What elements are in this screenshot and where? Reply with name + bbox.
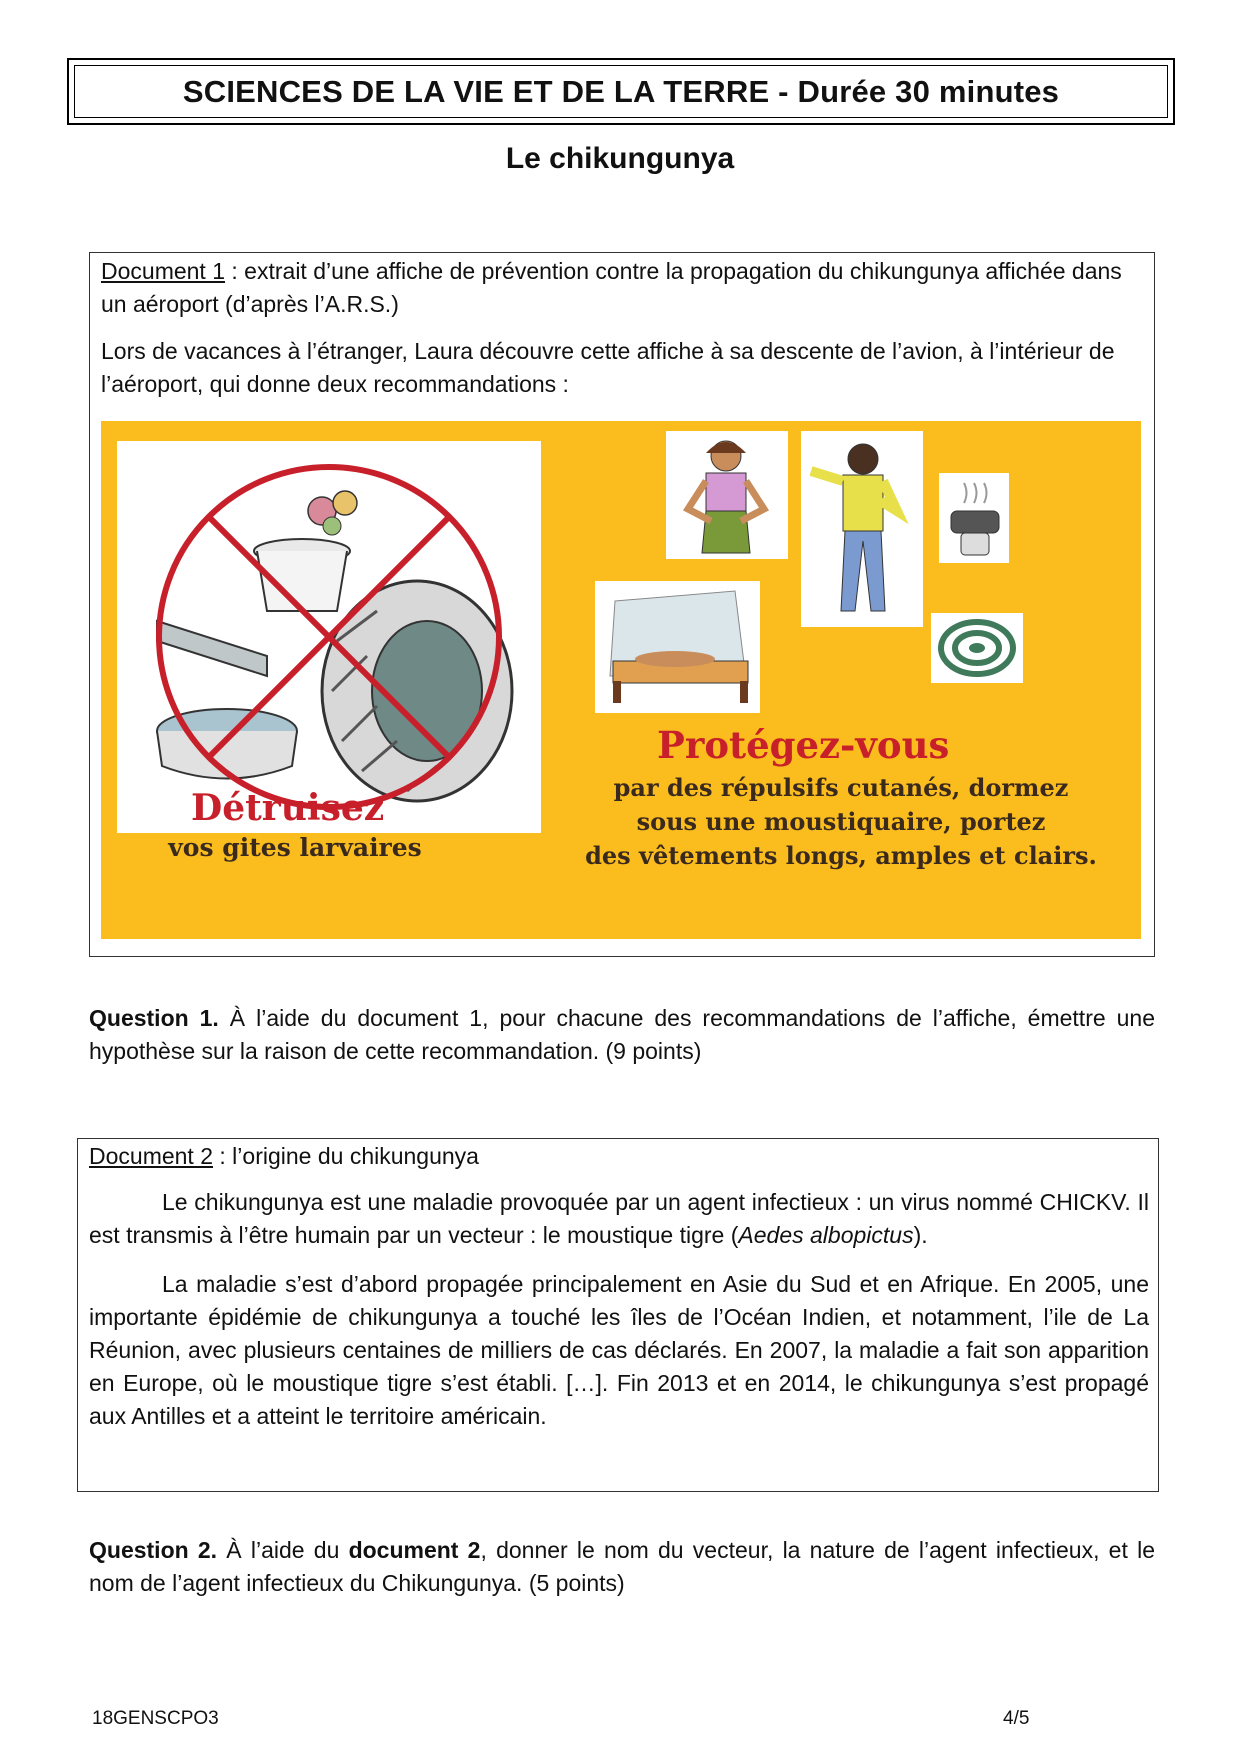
breeding-sites-panel xyxy=(117,441,541,833)
document-1-caption-text: : extrait d’une affiche de prévention contre la propagation du chikungunya affichée dans un aéroport (d’après l’A.R.S.) xyxy=(101,258,1122,317)
document-1-intro: Lors de vacances à l’étranger, Laura découvre cette affiche à sa descente de l’avion, à l’intérieur de l’aéroport, qui donne deux recommandations : xyxy=(101,338,1115,397)
question-2-text-c: , donner le nom du vecteur, la nature de l’agent infectieux, et le nom de l’agent infectieux du Chikungunya. (5 points) xyxy=(89,1537,1155,1596)
header-frame xyxy=(67,58,1175,125)
document-1-caption xyxy=(101,255,1143,321)
man-long-clothes-illustration xyxy=(801,431,923,627)
document-2-label: Document 2 xyxy=(89,1143,214,1169)
prevention-poster xyxy=(101,421,1141,939)
document-2-paragraph-1 xyxy=(89,1186,1149,1252)
document-2-caption-text: : l’origine du chikungunya xyxy=(213,1143,479,1169)
question-1-text: À l’aide du document 1, pour chacune des recommandations de l’affiche, émettre une hypothèse sur la raison de cette recommandation. (9 points) xyxy=(89,1005,1155,1064)
poster-destroy-title: Détruisez xyxy=(191,787,385,829)
question-2 xyxy=(89,1534,1155,1600)
header-title: SCIENCES DE LA VIE ET DE LA TERRE - Durée 30 minutes xyxy=(74,65,1168,118)
poster-destroy-subtitle: vos gites larvaires xyxy=(168,833,422,862)
question-2-bold-reference: document 2 xyxy=(348,1537,481,1563)
document-2-box xyxy=(77,1138,1159,1492)
document-2-paragraph-2: La maladie s’est d’abord propagée principalement en Asie du Sud et en Afrique. En 2005, une importante épidémie de chikungunya a touché les îles de l’Océan Indien, et notamment, l’ile de La Réunion, avec plusieurs centaines de milliers de cas déclarés. En 2007, la maladie a fait son apparition en Europe, où le moustique tigre s’est établi. […]. Fin 2013 et en 2014, le chikungunya s’est propagé aux Antilles et a atteint le territoire américain. xyxy=(89,1271,1149,1429)
document-2-species-name: Aedes albopictus xyxy=(738,1222,914,1248)
question-1-label: Question 1. xyxy=(89,1005,219,1031)
mosquito-coil-illustration xyxy=(931,613,1023,683)
document-1-box xyxy=(89,252,1155,957)
mosquito-net-illustration xyxy=(595,581,760,713)
document-2-caption xyxy=(89,1140,1149,1173)
question-2-label: Question 2. xyxy=(89,1537,218,1563)
breeding-sites-illustration xyxy=(117,441,541,833)
footer-code: 18GENSCPO3 xyxy=(92,1708,219,1729)
document-1-label: Document 1 xyxy=(101,258,226,284)
page-title: Le chikungunya xyxy=(505,142,735,175)
question-2-text-a: À l’aide du xyxy=(217,1537,349,1563)
poster-protect-title: Protégez-vous xyxy=(657,723,950,767)
electric-diffuser-illustration xyxy=(939,473,1009,563)
question-1 xyxy=(89,1002,1155,1068)
footer-page-number: 4/5 xyxy=(1003,1708,1030,1729)
woman-repellent-illustration xyxy=(666,431,788,559)
poster-protect-line-2: sous une moustiquaire, portez xyxy=(636,807,1046,836)
poster-protect-text xyxy=(561,771,1121,873)
poster-protect-line-1: par des répulsifs cutanés, dormez xyxy=(613,773,1069,802)
document-2-paragraph-1-start: Le chikungunya est une maladie provoquée par un agent infectieux : un virus nommé CHICKV. Il est transmis à l’être humain par un vecteur : le moustique tigre ( xyxy=(89,1189,1149,1248)
poster-protect-line-3: des vêtements longs, amples et clairs. xyxy=(585,841,1097,870)
document-2-paragraph-1-end: ). xyxy=(913,1222,928,1248)
